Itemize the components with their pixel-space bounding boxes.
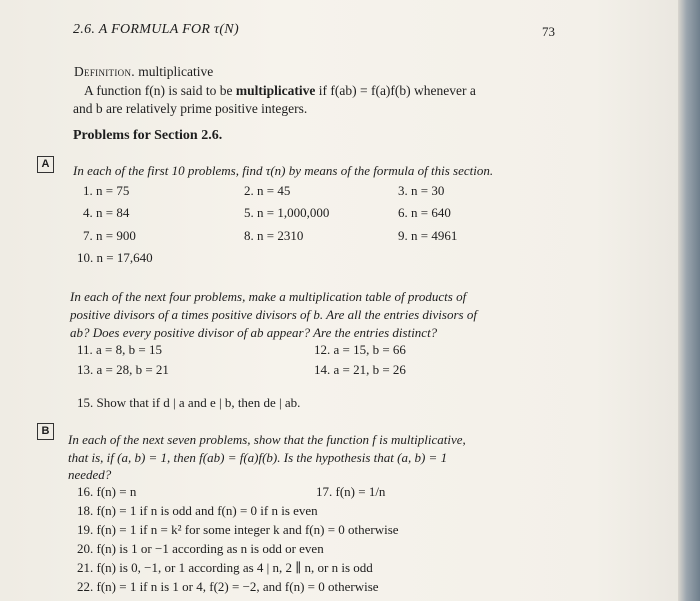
page-number: 73 <box>542 24 555 39</box>
definition-term: multiplicative <box>138 64 214 79</box>
part-b-instruction-2: that is, if (a, b) = 1, then f(ab) = f(a)f(b). Is the hypothesis that (a, b) = 1 <box>68 450 448 465</box>
problem-21: 21. f(n) is 0, −1, or 1 according as 4 | n, 2 ∥ n, or n is odd <box>77 560 373 575</box>
problem-20: 20. f(n) is 1 or −1 according as n is odd or even <box>77 541 324 556</box>
running-header: 2.6. A FORMULA FOR τ(N) <box>73 22 239 37</box>
definition-bold-term: multiplicative <box>235 83 316 98</box>
problem-17: 17. f(n) = 1/n <box>316 484 386 499</box>
problem-9: 9. n = 4961 <box>398 228 458 243</box>
problem-6: 6. n = 640 <box>398 205 451 220</box>
problem-15: 15. Show that if d | a and e | b, then de | ab. <box>77 395 301 410</box>
problem-16: 16. f(n) = n <box>77 484 137 499</box>
problem-11: 11. a = 8, b = 15 <box>77 342 162 357</box>
definition-line-1 <box>84 83 476 99</box>
mult-instruction-3: ab? Does every positive divisor of ab appear? Are the entries distinct? <box>70 325 438 340</box>
problem-12: 12. a = 15, b = 66 <box>314 342 406 357</box>
problem-8: 8. n = 2310 <box>244 228 304 243</box>
problem-7: 7. n = 900 <box>83 228 136 243</box>
problem-10: 10. n = 17,640 <box>77 250 153 265</box>
problem-3: 3. n = 30 <box>398 183 445 198</box>
problem-14: 14. a = 21, b = 26 <box>314 362 406 377</box>
problem-4: 4. n = 84 <box>83 205 130 220</box>
part-b-instruction-3: needed? <box>68 467 112 482</box>
page-edge <box>678 0 700 601</box>
problem-22: 22. f(n) = 1 if n is 1 or 4, f(2) = −2, and f(n) = 0 otherwise <box>77 579 379 594</box>
definition-line-2: and b are relatively prime positive integers. <box>73 101 308 116</box>
definition-label: Definition. <box>74 64 135 79</box>
part-a-instruction: In each of the first 10 problems, find τ(n) by means of the formula of this section. <box>73 163 494 178</box>
definition-title <box>74 64 213 80</box>
problem-19: 19. f(n) = 1 if n = k² for some integer k and f(n) = 0 otherwise <box>77 522 399 537</box>
problem-5: 5. n = 1,000,000 <box>244 205 330 220</box>
part-b-instruction-1: In each of the next seven problems, show that the function f is multiplicative, <box>68 432 466 447</box>
problem-1: 1. n = 75 <box>83 183 130 198</box>
section-marker-b: B <box>37 423 54 440</box>
problem-2: 2. n = 45 <box>244 183 291 198</box>
problems-heading: Problems for Section 2.6. <box>73 128 223 143</box>
section-marker-a: A <box>37 156 54 173</box>
definition-text-b: if f(ab) = f(a)f(b) whenever a <box>315 83 476 98</box>
mult-instruction-2: positive divisors of a times positive divisors of b. Are all the entries divisors of <box>70 307 477 322</box>
definition-text-a: A function f(n) is said to be <box>84 83 236 98</box>
problem-13: 13. a = 28, b = 21 <box>77 362 169 377</box>
problem-18: 18. f(n) = 1 if n is odd and f(n) = 0 if n is even <box>77 503 318 518</box>
mult-instruction-1: In each of the next four problems, make a multiplication table of products of <box>70 289 467 304</box>
